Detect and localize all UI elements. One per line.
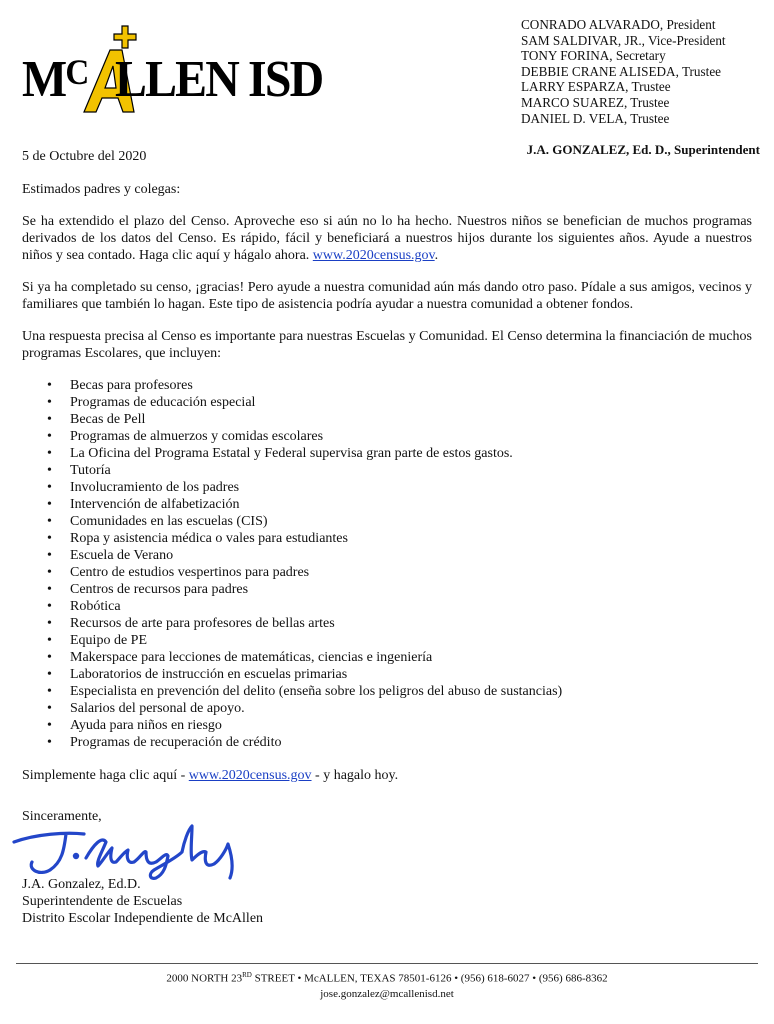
board-member: CONRADO ALVARADO, President [521,17,716,32]
program-list-item: • Ropa y asistencia médica o vales para estudiantes [22,530,752,547]
program-list-item: • Becas de Pell [22,411,752,428]
program-list-item: • Robótica [22,598,752,615]
board-member: DANIEL D. VELA, Trustee [521,110,670,126]
board-member: SAM SALDIVAR, JR., Vice-President [521,32,726,48]
program-list-item: • Involucramiento de los padres [22,479,752,496]
program-list-item: • Programas de educación especial [22,394,752,411]
program-list-item: • Programas de almuerzos y comidas escolares [22,428,752,445]
call-to-action: Simplemente haga clic aquí - www.2020census.gov - y hagalo hoy. [22,768,399,783]
program-list-item: • Laboratorios de instrucción en escuelas primarias [22,666,752,683]
footer-address: 2000 NORTH 23RD STREET • McALLEN, TEXAS 78501-6126 • (956) 618-6027 • (956) 686-8362 [166,971,608,985]
program-list-item: • Programas de recuperación de crédito [22,734,752,751]
signer-name: J.A. Gonzalez, Ed.D. [22,877,141,892]
census-link[interactable]: www.2020census.gov [312,248,435,263]
program-list-item: • Salarios del personal de apoyo. [22,700,752,717]
program-list-item: • Centro de estudios vespertinos para padres [22,564,752,581]
program-list-item: • Becas para profesores [22,377,752,394]
program-list-item: • Ayuda para niños en riesgo [22,717,752,734]
program-list-item: • Centros de recursos para padres [22,581,752,598]
board-member: DEBBIE CRANE ALISEDA, Trustee [521,63,722,79]
program-list-item: • Recursos de arte para profesores de bellas artes [22,615,752,632]
board-member: LARRY ESPARZA, Trustee [521,79,671,95]
logo-wordmark: $M^C$ LLEN ISD [22,51,323,108]
board-member: MARCO SUAREZ, Trustee [521,94,670,110]
board-member: TONY FORINA, Secretary [521,48,666,64]
board-of-trustees [521,17,726,126]
program-list-item: • Equipo de PE [22,632,752,649]
superintendent-heading: J.A. GONZALEZ, Ed. D., Superintendent [526,142,760,157]
program-list-item: • Comunidades en las escuelas (CIS) [22,513,752,530]
census-link-cta[interactable]: www.2020census.gov [188,768,312,783]
program-list-item: • Especialista en prevención del delito (enseña sobre los peligros del abuso de sustancias) [22,683,752,700]
signer-organization: Distrito Escolar Independiente de McAllen [22,911,264,926]
letter-date: 5 de Octubre del 2020 [22,149,147,164]
signer-block [22,876,263,927]
program-list-item: • La Oficina del Programa Estatal y Federal supervisa gran parte de estos gastos. [22,445,752,462]
footer [0,968,774,1002]
paragraph-deadline: Se ha extendido el plazo del Censo. Aproveche eso si aún no lo ha hecho. Nuestros niños se benefician de muchos programas derivados de los datos del Censo. Es rápido, fácil y beneficiará a nuestros hijos durante los siguientes años. Ayude a nuestros niños y sea contado. Haga clic aquí y hágalo ahora. www.2020census.gov. [22,214,752,263]
logo-letter-a [87,50,115,109]
program-list-item: • Makerspace para lecciones de matemáticas, ciencias e ingeniería [22,649,752,666]
program-list-item: • Intervención de alfabetización [22,496,752,513]
letter-body [22,181,752,799]
greeting: Estimados padres y colegas: [22,182,181,197]
mcallen-isd-logo [22,20,342,110]
program-list-item: • Tutoría [22,462,752,479]
signer-title: Superintendente de Escuelas [22,894,183,909]
closing: Sinceramente, [22,809,102,824]
paragraph-funding: Una respuesta precisa al Censo es importante para nuestras Escuelas y Comunidad. El Censo determina la financiación de muchos programas Escolares, que incluyen: [22,329,752,361]
paragraph-thanks: Si ya ha completado su censo, ¡gracias! Pero ayude a nuestra comunidad aún más dando otro paso. Pídale a sus amigos, vecinos y familiares que también lo hagan. Este tipo de asistencia podría ayudar a nuestra comunidad a obtener fondos. [22,280,752,312]
footer-divider [16,963,758,964]
footer-email[interactable]: jose.gonzalez@mcallenisd.net [320,987,454,1000]
program-list-item: • Escuela de Verano [22,547,752,564]
programs-list [22,377,752,751]
